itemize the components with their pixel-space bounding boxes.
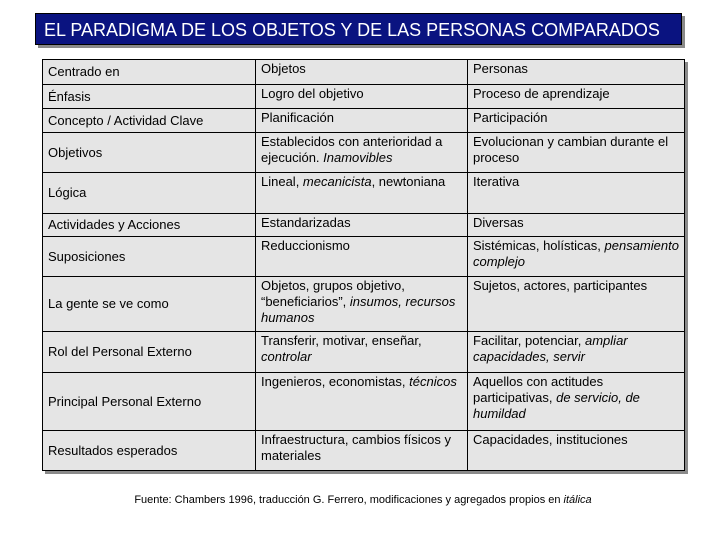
personas-cell [468, 60, 685, 85]
objetos-cell [256, 373, 468, 431]
row-label: Suposiciones [43, 237, 256, 277]
objetos-cell [256, 237, 468, 277]
table-row [43, 109, 685, 133]
cell-text: Evolucionan y cambian durante el proceso [473, 134, 669, 165]
objetos-cell [256, 332, 468, 373]
row-label: Centrado en [43, 60, 256, 85]
cell-text: Establecidos con anterioridad a ejecución. [261, 134, 443, 165]
personas-cell [468, 109, 685, 133]
personas-cell [468, 332, 685, 373]
table-row [43, 60, 685, 85]
cell-text: Infraestructura, cambios físicos y materiales [261, 432, 452, 463]
personas-cell [468, 133, 685, 173]
row-label: Objetivos [43, 133, 256, 173]
row-label: Lógica [43, 173, 256, 214]
personas-cell [468, 173, 685, 214]
table-row [43, 332, 685, 373]
cell-text: Diversas [473, 215, 524, 230]
table-row [43, 237, 685, 277]
table-row [43, 133, 685, 173]
source-footnote [42, 494, 684, 506]
cell-text: Sujetos, actores, participantes [473, 278, 648, 293]
row-label: Concepto / Actividad Clave [43, 109, 256, 133]
page-title: EL PARADIGMA DE LOS OBJETOS Y DE LAS PERSONAS COMPARADOS [35, 13, 682, 45]
cell-text: Transferir, motivar, enseñar, [261, 333, 422, 348]
cell-text: Capacidades, instituciones [473, 432, 628, 447]
cell-text: Personas [473, 61, 528, 76]
objetos-cell [256, 173, 468, 214]
cell-text: Logro del objetivo [261, 86, 364, 101]
comparison-table [42, 59, 685, 471]
row-label: Énfasis [43, 85, 256, 109]
table-row [43, 214, 685, 237]
italic-text: insumos, recursos humanos [261, 294, 456, 325]
objetos-cell [256, 133, 468, 173]
italic-text: técnicos [409, 374, 457, 389]
cell-text: Objetos, grupos objetivo, “beneficiarios”, [261, 278, 405, 309]
cell-text: Participación [473, 110, 548, 125]
row-label: Principal Personal Externo [43, 373, 256, 431]
personas-cell [468, 373, 685, 431]
row-label: Actividades y Acciones [43, 214, 256, 237]
cell-text: Reduccionismo [261, 238, 350, 253]
italic-text: ampliar capacidades, servir [473, 333, 628, 364]
italic-text: mecanicista [302, 174, 372, 189]
cell-text: Iterativa [473, 174, 520, 189]
table-row [43, 373, 685, 431]
footnote-italic: itálica [563, 494, 592, 506]
cell-text: Aquellos con actitudes participativas, [473, 374, 604, 405]
row-label: La gente se ve como [43, 277, 256, 332]
cell-text: Sistémicas, holísticas, [473, 238, 605, 253]
row-label: Resultados esperados [43, 431, 256, 471]
table-row [43, 85, 685, 109]
footnote-text: Fuente: Chambers 1996, traducción G. Ferrero, modificaciones y agregados propios en [134, 494, 564, 506]
comparison-table-body [43, 60, 685, 471]
objetos-cell [256, 277, 468, 332]
objetos-cell [256, 431, 468, 471]
personas-cell [468, 85, 685, 109]
cell-text: Planificación [261, 110, 334, 125]
cell-text: Lineal, [261, 174, 303, 189]
row-label: Rol del Personal Externo [43, 332, 256, 373]
cell-text: , newtoniana [371, 174, 446, 189]
table-row [43, 173, 685, 214]
personas-cell [468, 237, 685, 277]
cell-text: Proceso de aprendizaje [473, 86, 610, 101]
personas-cell [468, 214, 685, 237]
italic-text: pensamiento complejo [473, 238, 679, 269]
objetos-cell [256, 85, 468, 109]
personas-cell [468, 431, 685, 471]
italic-text: de servicio, de humildad [473, 390, 640, 421]
cell-text: Objetos [261, 61, 306, 76]
cell-text: Facilitar, potenciar, [473, 333, 585, 348]
objetos-cell [256, 109, 468, 133]
cell-text: Ingenieros, economistas, [261, 374, 410, 389]
italic-text: Inamovibles [323, 150, 393, 165]
cell-text: Estandarizadas [261, 215, 351, 230]
objetos-cell [256, 60, 468, 85]
objetos-cell [256, 214, 468, 237]
italic-text: controlar [261, 349, 312, 364]
personas-cell [468, 277, 685, 332]
table-row [43, 431, 685, 471]
table-row [43, 277, 685, 332]
